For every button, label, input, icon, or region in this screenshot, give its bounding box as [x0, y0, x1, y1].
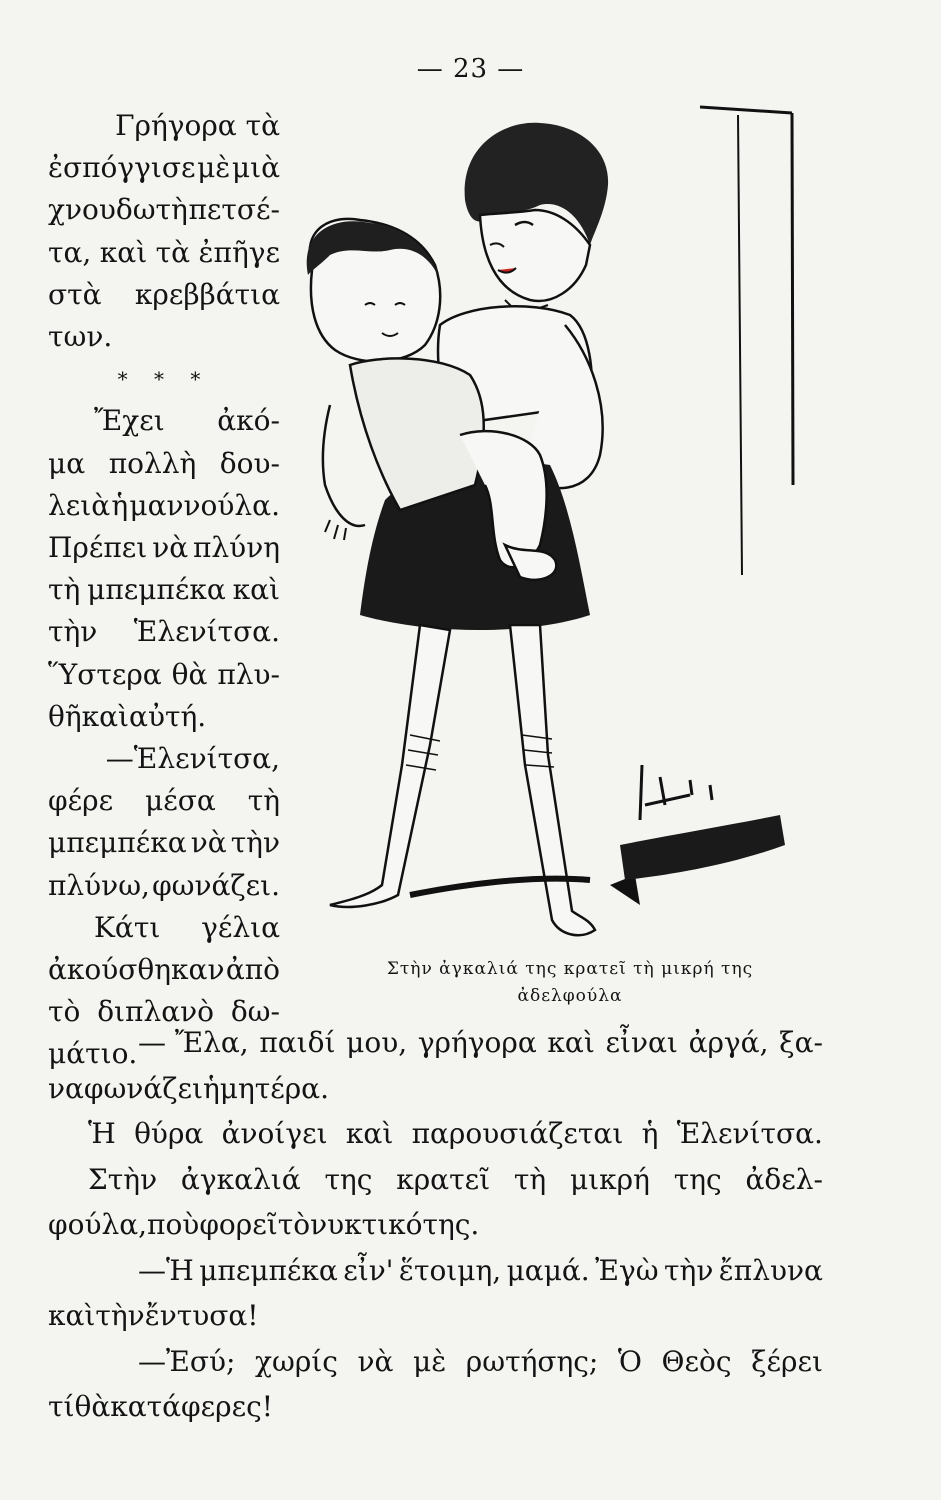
word: Ἑλενίτσα.: [133, 615, 280, 649]
word: ποὺ: [147, 1208, 200, 1241]
word: πλυ-: [217, 657, 280, 691]
left-line: [48, 358, 280, 400]
left-line: [48, 189, 280, 231]
left-line: [48, 780, 280, 822]
word: ναφωνάζει: [48, 1071, 203, 1105]
bottom-line: [48, 1066, 823, 1112]
word: αὐτή.: [129, 699, 207, 733]
left-line: [48, 232, 280, 274]
left-line: [48, 274, 280, 316]
word: νυκτικό: [310, 1208, 423, 1241]
page-number: — 23 —: [416, 54, 525, 84]
word: Κάτι: [94, 910, 161, 944]
bottom-line: [48, 1020, 823, 1066]
word: τὸ: [48, 995, 81, 1029]
word: μπεμπέκα: [199, 1253, 338, 1287]
word: ξα-: [779, 1026, 823, 1059]
word: μὲ: [197, 151, 231, 185]
word: Γρήγορα τὰ: [115, 109, 280, 142]
word: θύρα: [134, 1117, 204, 1150]
word: χωρίς: [255, 1344, 338, 1378]
word: μητέρα.: [219, 1071, 329, 1105]
left-column-text: [48, 105, 280, 1076]
word: τὴν: [95, 1299, 145, 1332]
word: μου,: [346, 1026, 408, 1059]
word: τὴ: [513, 1162, 547, 1196]
word: θὰ: [171, 657, 208, 691]
word: μὲ: [413, 1344, 447, 1378]
word: φούλα,: [48, 1208, 148, 1241]
bottom-paragraphs: [48, 1020, 823, 1430]
word: τὴν: [48, 615, 98, 649]
word: Στὴν: [88, 1162, 158, 1196]
word: γρήγορα: [417, 1026, 537, 1059]
word: ἔντυσα!: [144, 1299, 259, 1332]
left-line: [48, 569, 280, 611]
word: μαννούλα.: [129, 488, 280, 522]
word: Ἑλενίτσα.: [676, 1117, 823, 1150]
left-line: [48, 654, 280, 696]
word: φωνάζει.: [152, 868, 280, 902]
word: μάτιο.: [48, 1037, 138, 1071]
word: ἀγκαλιά: [180, 1162, 301, 1196]
left-line: [48, 611, 280, 653]
girl-holding-baby-illustration: [290, 105, 810, 965]
word: Πρέπει: [48, 531, 148, 565]
word: παρουσιάζεται: [411, 1117, 624, 1150]
word: κατάφερες!: [110, 1390, 274, 1423]
word: κρεββάτια: [134, 277, 280, 311]
word: μιὰ: [231, 151, 280, 185]
left-line: [48, 316, 280, 358]
word: τὸ: [277, 1208, 311, 1241]
word: ἀνοίγει: [221, 1117, 328, 1150]
word: τὴ: [48, 573, 81, 607]
word: νὰ: [357, 1344, 394, 1378]
word: καὶ: [99, 235, 148, 269]
left-line: [48, 949, 280, 991]
word: μαμά.: [506, 1253, 590, 1287]
word: καὶ: [547, 1026, 595, 1059]
bottom-line: [48, 1202, 823, 1248]
word: ἐπῆγε: [198, 235, 280, 269]
bottom-line: [48, 1157, 823, 1203]
caption-line-2: ἀδελφούλα: [517, 986, 623, 1006]
word: πλύνω,: [48, 868, 150, 902]
word: κρατεῖ: [396, 1162, 491, 1196]
word: πολλὴ: [108, 446, 197, 480]
word: φέρε: [48, 784, 114, 818]
illustration-caption: [350, 956, 790, 1010]
word: Ὕστερα: [48, 657, 162, 691]
word: μα: [48, 446, 86, 480]
left-line: [48, 485, 280, 527]
word: τα,: [48, 235, 92, 269]
word: καὶ: [232, 573, 280, 607]
word: ἀκό-: [217, 404, 280, 438]
bottom-line: [48, 1339, 823, 1385]
word: θῆ: [48, 699, 82, 733]
word: εἶναι: [605, 1026, 678, 1059]
word: Ἡ: [88, 1117, 116, 1150]
word: τὴν: [230, 826, 280, 860]
word: μπεμπέκα: [87, 573, 226, 607]
word: ἀδελ-: [745, 1162, 823, 1196]
word: φορεῖ: [199, 1208, 278, 1241]
word: της: [673, 1162, 722, 1196]
word: μέσα: [145, 784, 216, 818]
word: ἔπλυνα: [718, 1253, 823, 1287]
word: δω-: [230, 995, 280, 1029]
word: εἶν': [343, 1253, 394, 1287]
word: Ὁ: [617, 1344, 642, 1378]
word: τί: [48, 1390, 75, 1423]
word: νὰ: [190, 826, 227, 860]
word: τὰ: [155, 235, 191, 269]
bottom-line: [48, 1384, 823, 1430]
word: καὶ: [81, 699, 130, 733]
word: των.: [48, 320, 113, 354]
bottom-line: [48, 1111, 823, 1157]
word: ἡ: [202, 1071, 220, 1105]
word: νὰ: [152, 531, 189, 565]
left-line: [48, 400, 280, 442]
word: παιδί: [259, 1026, 336, 1059]
left-line: [48, 738, 280, 780]
word: χνουδωτὴ: [48, 193, 188, 227]
left-line: [48, 696, 280, 738]
word: ἀκούσθηκαν: [48, 953, 225, 987]
word: — Ἔλα,: [138, 1026, 249, 1059]
word: ἡ: [641, 1117, 659, 1150]
word: ἕτοιμη,: [398, 1253, 502, 1287]
caption-line-1: Στὴν ἀγκαλιά της κρατεῖ τὴ μικρή της: [386, 959, 754, 979]
word: μικρή: [569, 1162, 650, 1196]
word: καὶ: [345, 1117, 394, 1150]
left-line: [48, 865, 280, 907]
word: ξέρει: [751, 1344, 823, 1378]
word: πλύνη: [193, 531, 280, 565]
word: πετσέ-: [188, 193, 280, 227]
left-line: [48, 907, 280, 949]
left-line: [48, 105, 280, 147]
word: τὴν: [664, 1253, 714, 1287]
word: ἐσπόγγισε: [48, 151, 196, 185]
word: τὴ: [247, 784, 280, 818]
word: μπεμπέκα: [48, 826, 187, 860]
word: ἡ: [111, 488, 129, 522]
word: —Ἑλενίτσα,: [105, 742, 280, 776]
left-line: [48, 527, 280, 569]
word: της.: [422, 1208, 480, 1241]
word: ρωτήσης;: [465, 1344, 599, 1378]
bottom-line: [48, 1293, 823, 1339]
left-line: [48, 822, 280, 864]
word: διπλανὸ: [97, 995, 214, 1029]
left-line: [48, 147, 280, 189]
word: —Ἡ: [138, 1253, 194, 1287]
word: λειὰ: [48, 488, 111, 522]
word: Θεὸς: [661, 1344, 732, 1378]
word: ἀπὸ: [225, 953, 280, 987]
word: ἀργά,: [688, 1026, 769, 1059]
left-line: [48, 443, 280, 485]
word: καὶ: [48, 1299, 96, 1332]
bottom-line: [48, 1248, 823, 1294]
word: θὰ: [74, 1390, 111, 1423]
word: στὰ: [48, 277, 102, 311]
word: δου-: [219, 446, 280, 480]
word: Ἔχει: [94, 404, 165, 438]
word: Ἐγὼ: [595, 1253, 659, 1287]
word: —Ἐσύ;: [138, 1344, 236, 1378]
word: γέλια: [201, 910, 280, 944]
word: της: [324, 1162, 373, 1196]
word: * * *: [117, 367, 211, 392]
